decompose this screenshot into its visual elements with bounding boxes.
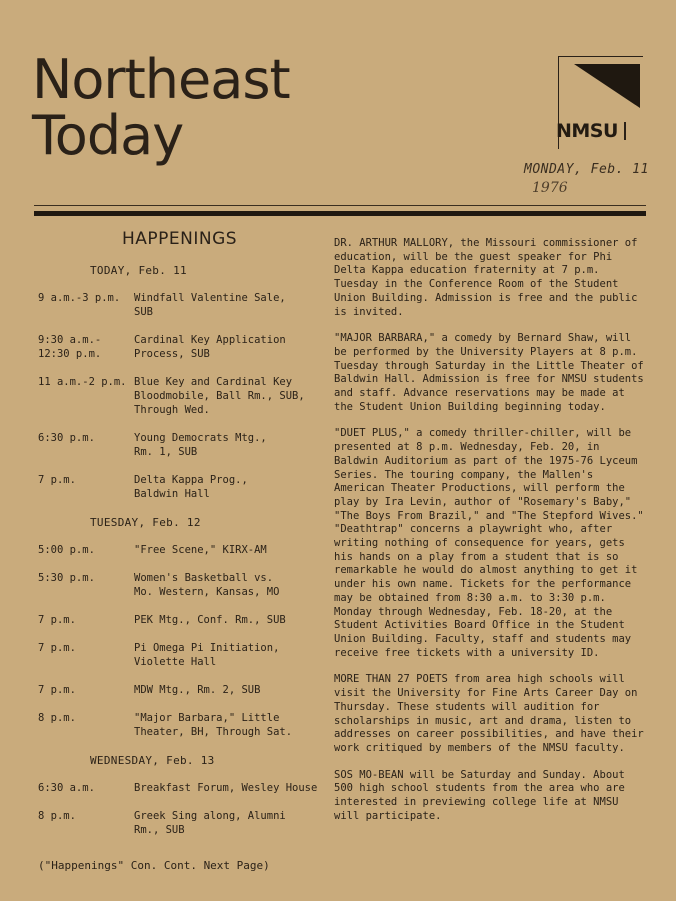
section-title: HAPPENINGS: [122, 229, 238, 249]
happenings-column: [38, 226, 326, 872]
event-row: [38, 473, 326, 501]
event-desc: Windfall Valentine Sale, SUB: [134, 292, 286, 318]
event-time: 7 p.m.: [38, 684, 76, 696]
event-time: 6:30 p.m.: [38, 432, 95, 444]
event-desc: Pi Omega Pi Initiation, Violette Hall: [134, 642, 280, 668]
event-row: [38, 809, 326, 837]
event-desc: Greek Sing along, Alumni Rm., SUB: [134, 810, 286, 836]
event-time: 7 p.m.: [38, 474, 76, 486]
news-paragraph: "DUET PLUS," a comedy thriller-chiller, will be presented at 8 p.m. Wednesday, Feb. 20, in Baldwin Auditorium as part of the 1975-76 Lyceum Series. The touring company, the Mallen's American Theater Productions, will perform the play by Ira Levin, author of "Rosemary's Baby," "The Boys From Brazil," and "The Stepford Wives." "Deathtrap" concerns a playwright who, after writing nothing of consequence for years, gets his hands on a play from a student that is so remarkable he would do almost anything to get it under his own name. Tickets for the performance may be obtained from 8:30 a.m. to 3:30 p.m. Monday through Wednesday, Feb. 18-20, at the Student Activities Board Office in the Student Union Building. Faculty, staff and students may receive free tickets with a university ID.: [334, 427, 644, 659]
event-row: [38, 543, 326, 557]
event-time: 8 p.m.: [38, 712, 76, 724]
masthead-title-line2: Today: [32, 104, 184, 167]
event-time: 11 a.m.-2 p.m.: [38, 376, 127, 388]
event-time: 9:30 a.m.- 12:30 p.m.: [38, 334, 102, 360]
continued-note: ("Happenings" Con. Cont. Next Page): [38, 859, 270, 872]
issue-year-handwritten: 1976: [532, 180, 568, 196]
event-row: [38, 641, 326, 669]
event-desc: PEK Mtg., Conf. Rm., SUB: [134, 614, 286, 626]
event-desc: Cardinal Key Application Process, SUB: [134, 334, 286, 360]
event-row: [38, 375, 326, 417]
news-column: [334, 237, 648, 836]
news-paragraph: DR. ARTHUR MALLORY, the Missouri commissioner of education, will be the guest speaker for Phi Delta Kappa education fraternity at 7 p.m. Tuesday in the Conference Room of the Student Union Building. Admission is free and the public is invited.: [334, 237, 638, 318]
event-time: 5:30 p.m.: [38, 572, 95, 584]
event-desc: "Major Barbara," Little Theater, BH, Through Sat.: [134, 712, 293, 738]
event-row: [38, 613, 326, 627]
event-time: 7 p.m.: [38, 614, 76, 626]
event-desc: Young Democrats Mtg., Rm. 1, SUB: [134, 432, 267, 458]
event-row: [38, 571, 326, 599]
event-row: [38, 291, 326, 319]
masthead-rule-thick: [34, 211, 646, 216]
masthead-title-line1: Northeast: [32, 48, 290, 111]
event-time: 7 p.m.: [38, 642, 76, 654]
logo-bar: [624, 122, 626, 140]
event-row: [38, 683, 326, 697]
event-time: 9 a.m.-3 p.m.: [38, 292, 121, 304]
news-paragraph: SOS MO-BEAN will be Saturday and Sunday. About 500 high school students from the area who are interested in previewing college life at NMSU will participate.: [334, 768, 625, 822]
masthead-title: [32, 48, 290, 167]
news-paragraph: "MAJOR BARBARA," a comedy by Bernard Shaw, will be performed by the University Players at 8 p.m. Tuesday through Saturday in the Little Theater of Baldwin Hall. Admission is free for NMSU students and staff. Advance reservations may be made at the Student Union Building beginning today.: [334, 332, 644, 413]
event-row: [38, 431, 326, 459]
news-paragraph: MORE THAN 27 POETS from area high schools will visit the University for Fine Arts Career Day on Thursday. These students will audition for scholarships in music, art and drama, listen to addresses on career possibilities, and have their work critiqued by members of the NMSU faculty.: [334, 673, 644, 754]
logo-triangle-icon: [574, 64, 640, 108]
issue-date: MONDAY, Feb. 11: [524, 162, 649, 177]
day-heading: WEDNESDAY, Feb. 13: [90, 754, 215, 767]
day-heading: TUESDAY, Feb. 12: [90, 516, 201, 529]
event-time: 8 p.m.: [38, 810, 76, 822]
event-desc: Women's Basketball vs. Mo. Western, Kansas, MO: [134, 572, 280, 598]
event-desc: "Free Scene," KIRX-AM: [134, 544, 267, 556]
nmsu-logo: NMSU: [556, 120, 618, 142]
day-heading: TODAY, Feb. 11: [90, 264, 187, 277]
event-desc: Delta Kappa Prog., Baldwin Hall: [134, 474, 248, 500]
event-time: 5:00 p.m.: [38, 544, 95, 556]
event-row: [38, 711, 326, 739]
masthead-rule-thin: [34, 205, 646, 206]
event-row: [38, 333, 326, 361]
event-desc: MDW Mtg., Rm. 2, SUB: [134, 684, 261, 696]
event-desc: Blue Key and Cardinal Key Bloodmobile, Ball Rm., SUB, Through Wed.: [134, 376, 305, 416]
event-row: [38, 781, 326, 795]
event-time: 6:30 a.m.: [38, 782, 95, 794]
event-desc: Breakfast Forum, Wesley House: [134, 782, 318, 794]
